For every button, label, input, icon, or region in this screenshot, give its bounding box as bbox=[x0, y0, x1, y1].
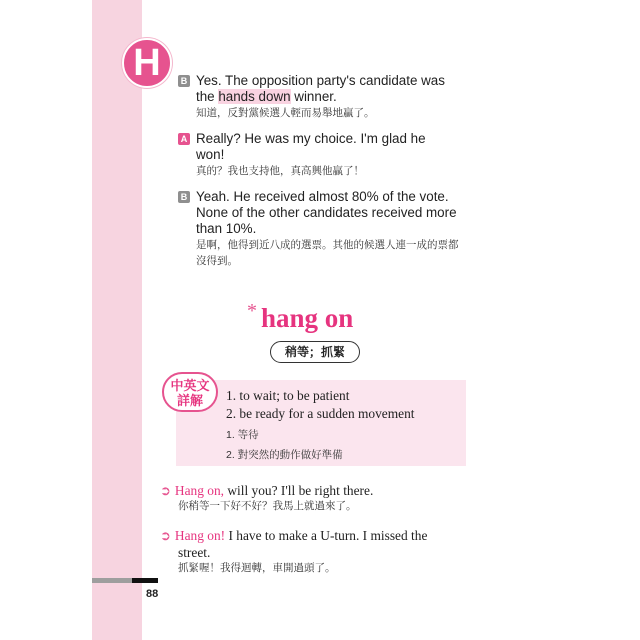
speaker-badge: A bbox=[178, 133, 190, 145]
dialog-line-3 bbox=[178, 189, 478, 269]
example-text: I have to make a U-turn. I missed the bbox=[225, 528, 428, 543]
dialog-translation: 真的？我也支持他，真高興他贏了！ bbox=[196, 165, 364, 177]
dialog-text: than 10%. bbox=[196, 221, 257, 236]
star-mark: * bbox=[247, 300, 257, 322]
example-highlight: Hang on, bbox=[174, 483, 224, 498]
detail-badge-line: 詳解 bbox=[176, 393, 203, 408]
page-number: 88 bbox=[146, 588, 159, 600]
arrow-icon: ➲ bbox=[160, 483, 171, 498]
dialog-text: won! bbox=[196, 147, 225, 162]
example-highlight: Hang on! bbox=[174, 528, 226, 543]
highlighted-phrase: hands down bbox=[218, 89, 291, 104]
example-translation: 你稍等一下好不好？我馬上就過來了。 bbox=[178, 500, 357, 512]
dialog-line-1 bbox=[178, 73, 478, 121]
example-translation: 抓緊喔！我得迴轉，車開過頭了。 bbox=[178, 562, 336, 574]
example-text: will you? I'll be right there. bbox=[224, 483, 374, 498]
example-text: street. bbox=[178, 545, 211, 560]
entry-heading bbox=[247, 300, 353, 334]
example-1 bbox=[160, 482, 470, 514]
definition-en-1: 1. to wait; to be patient bbox=[226, 388, 350, 403]
detail-badge bbox=[162, 372, 218, 412]
section-letter-badge: H bbox=[122, 38, 172, 88]
meaning-pill: 稍等；抓緊 bbox=[270, 341, 360, 363]
arrow-icon: ➲ bbox=[160, 528, 171, 543]
dialog-translation: 知道，反對黨候選人輕而易舉地贏了。 bbox=[196, 107, 375, 119]
dialog-text: None of the other candidates received more bbox=[196, 205, 457, 220]
speaker-badge: B bbox=[178, 191, 190, 203]
definition-zh-1: 1. 等待 bbox=[226, 429, 259, 441]
side-strip bbox=[92, 0, 142, 640]
footer-bar-accent bbox=[132, 578, 158, 583]
dialog-text: Yeah. He received almost 80% of the vote. bbox=[196, 189, 449, 204]
dialog-text: Really? He was my choice. I'm glad he bbox=[196, 131, 426, 146]
speaker-badge: B bbox=[178, 75, 190, 87]
detail-badge-line: 中英文 bbox=[170, 378, 210, 393]
dialog-translation: 沒得到。 bbox=[196, 255, 238, 267]
dialog-translation: 是啊，他得到近八成的選票。其他的候選人連一成的票都 bbox=[196, 239, 459, 251]
dialog-text: winner. bbox=[290, 89, 337, 104]
example-2 bbox=[160, 527, 470, 576]
footer-bar bbox=[92, 578, 132, 583]
dialog-line-2 bbox=[178, 131, 478, 179]
entry-phrase: hang on bbox=[261, 303, 354, 333]
dialog-text: Yes. The opposition party's candidate was bbox=[196, 73, 445, 88]
dialog-text: the bbox=[196, 89, 219, 104]
definition-en-2: 2. be ready for a sudden movement bbox=[226, 406, 415, 421]
definition-zh-2: 2. 對突然的動作做好準備 bbox=[226, 449, 343, 461]
